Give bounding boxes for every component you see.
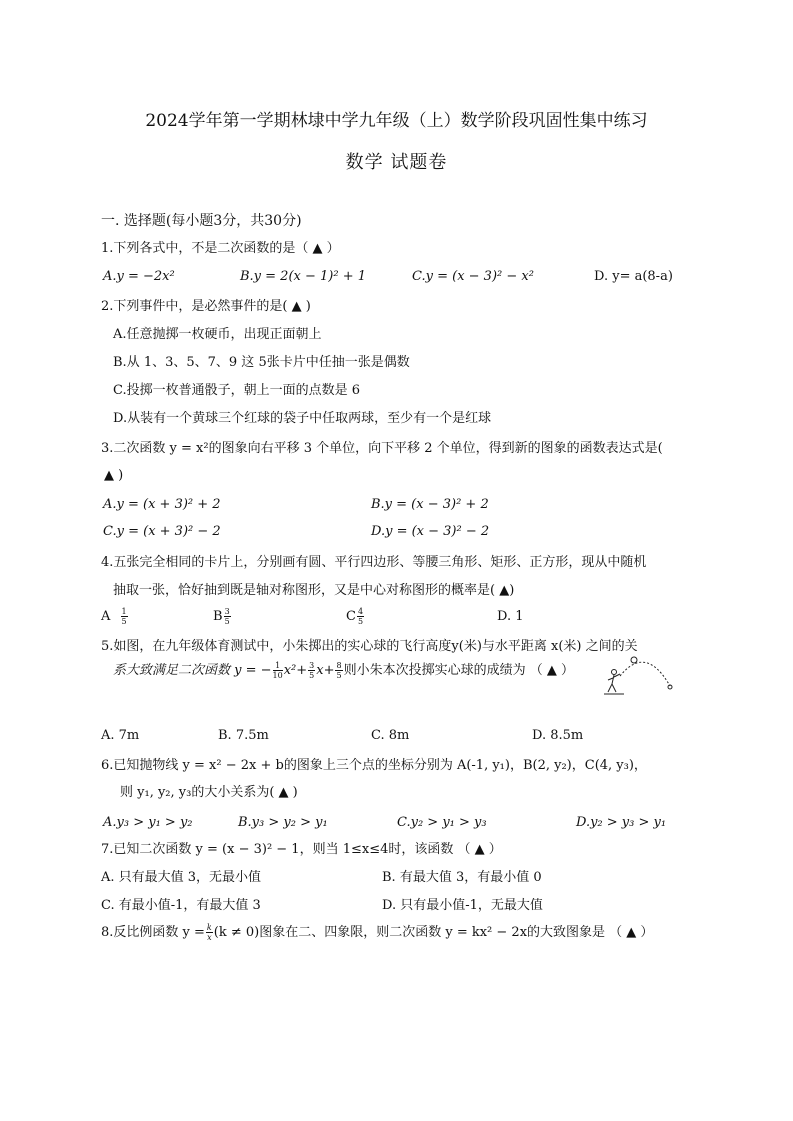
q5-coef-c-den: 5 [336, 671, 342, 680]
q7-option-d: D. 只有最小值-1，无最大值 [382, 898, 543, 913]
q2-option-c: C.投掷一枚普通骰子，朝上一面的点数是 6 [113, 383, 361, 398]
q8-fraction [206, 923, 213, 942]
q4-option-d: D. 1 [497, 609, 524, 624]
q5-option-d: D. 8.5m [532, 728, 584, 743]
q5-coef-a-num: 1 [273, 661, 283, 671]
q8-frac-den: x [207, 933, 212, 942]
q1-option-d: D. y= a(8-a) [594, 269, 673, 284]
q2-option-a: A.任意抛掷一枚硬币，出现正面朝上 [113, 327, 322, 342]
q5-coef-c-num: 8 [336, 661, 342, 670]
question-3-stem: 3.二次函数 y = x²的图象向右平移 3 个单位，向下平移 2 个单位，得到新的图象的函数表达式是( [101, 441, 663, 456]
q3-option-a: A.y = (x + 3)² + 2 [103, 497, 221, 512]
q4-option-c-label: C [346, 609, 356, 624]
q4-option-b-label: B [213, 609, 223, 624]
q2-option-b: B.从 1、3、5、7、9 这 5张卡片中任抽一张是偶数 [113, 355, 410, 370]
q4-option-a-label: A [101, 609, 111, 624]
q8-stem-prefix: 8.反比例函数 y = [101, 925, 205, 940]
q7-option-b: B. 有最大值 3，有最小值 0 [382, 870, 542, 885]
question-6-stem-cont: 则 y₁, y₂, y₃的大小关系为( ▲ ) [120, 785, 298, 800]
page-title: 2024学年第一学期林埭中学九年级（上）数学阶段巩固性集中练习 [145, 111, 648, 131]
question-4-stem: 4.五张完全相同的卡片上，分别画有圆、平行四边形、等腰三角形、矩形、正方形，现从中随机 [101, 555, 647, 570]
q4-option-b [213, 605, 232, 629]
q5-option-a: A. 7m [101, 728, 140, 743]
ball-icon [631, 657, 637, 663]
q5-coef-b [308, 661, 315, 680]
q4-option-c [346, 605, 365, 629]
q6-option-d: D.y₂ > y₃ > y₁ [576, 815, 667, 830]
q3-option-c: C.y = (x + 3)² − 2 [103, 524, 221, 539]
q5-coef-b-den: 5 [309, 671, 315, 680]
q5-coef-b-num: 3 [309, 661, 315, 670]
ball-trajectory [620, 662, 670, 686]
q7-option-a: A. 只有最大值 3，无最小值 [101, 870, 262, 885]
q7-option-c: C. 有最小值-1，有最大值 3 [101, 898, 261, 913]
page-subtitle: 数学 试题卷 [345, 152, 448, 173]
q4-option-a [101, 605, 129, 629]
q4-a-numerator: 1 [121, 607, 127, 616]
q2-option-d: D.从装有一个黄球三个红球的袋子中任取两球，至少有一个是红球 [113, 411, 492, 426]
q4-option-b-fraction [224, 607, 231, 626]
q1-option-a: A.y = −2x² [103, 269, 175, 284]
question-6-stem: 6.已知抛物线 y = x² − 2x + b的图象上三个点的坐标分别为 A(-1, y₁)，B(2, y₂)，C(4, y₃)， [101, 758, 647, 773]
question-1-stem: 1.下列各式中，不是二次函数的是（ ▲ ） [101, 241, 340, 256]
q5-function-prefix: 系大致满足二次函数 y = − [113, 663, 272, 678]
question-8-stem [101, 921, 653, 945]
q4-b-numerator: 3 [224, 607, 230, 616]
q4-option-c-fraction [357, 607, 364, 626]
q5-coef-a [273, 661, 283, 680]
question-4-stem-cont: 抽取一张，恰好抽到既是轴对称图形，又是中心对称图形的概率是( ▲) [113, 583, 515, 598]
thrower-icon [604, 670, 624, 695]
q5-coef-a-den: 10 [272, 671, 283, 680]
q1-option-c: C.y = (x − 3)² − x² [412, 269, 534, 284]
q3-option-d: D.y = (x − 3)² − 2 [371, 524, 490, 539]
q6-option-a: A.y₃ > y₁ > y₂ [103, 815, 193, 830]
q4-b-denominator: 5 [224, 617, 230, 626]
q5-coef-c [335, 661, 342, 680]
q4-a-denominator: 5 [121, 617, 127, 626]
q1-option-b: B.y = 2(x − 1)² + 1 [240, 269, 367, 284]
q8-stem-suffix: (k ≠ 0)图象在二、四象限，则二次函数 y = kx² − 2x的大致图象是 （ ▲ ） [213, 925, 654, 940]
q3-option-b: B.y = (x − 3)² + 2 [371, 497, 489, 512]
q6-option-c: C.y₂ > y₁ > y₃ [397, 815, 487, 830]
q4-c-denominator: 5 [357, 617, 364, 626]
question-5-stem: 5.如图，在九年级体育测试中，小朱掷出的实心球的飞行高度y(米)与水平距离 x(米) 之间的关 [101, 639, 638, 654]
q6-option-b: B.y₃ > y₂ > y₁ [238, 815, 328, 830]
question-2-stem: 2.下列事件中，是必然事件的是( ▲ ) [101, 299, 311, 314]
q5-option-b: B. 7.5m [218, 728, 269, 743]
q5-stem-suffix: 则小朱本次投掷实心球的成绩为 （ ▲ ） [343, 663, 574, 678]
q4-option-a-fraction [121, 607, 128, 626]
shot-put-figure [598, 650, 678, 700]
q4-c-numerator: 4 [357, 607, 364, 616]
question-3-stem-cont: ▲ ) [104, 468, 124, 483]
section-heading: 一. 选择题(每小题3分，共30分) [101, 213, 302, 229]
q5-option-c: C. 8m [371, 728, 410, 743]
q8-frac-num: k [206, 923, 212, 932]
question-7-stem: 7.已知二次函数 y = (x − 3)² − 1，则当 1≤x≤4时，该函数 （ ▲ ） [101, 842, 502, 857]
question-5-stem-cont: 系大致满足二次函数 y = − $\frac{1}{10}$ x²+ $\frac{3}{5}$ x+ $\frac{8}{5}$ 则小朱本次投掷实心球的成绩为 （ ▲ ） [113, 661, 574, 680]
